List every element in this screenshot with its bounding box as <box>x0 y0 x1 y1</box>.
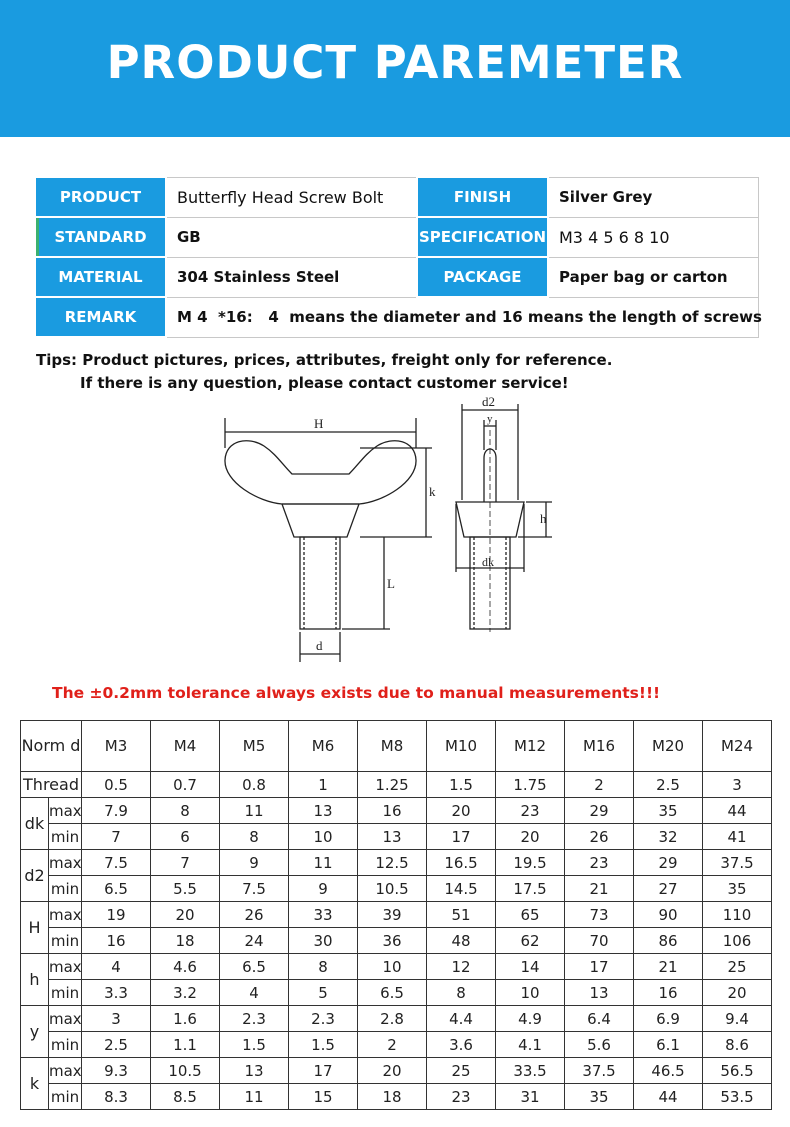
table-cell: 36 <box>358 928 427 954</box>
spec-row <box>35 297 758 337</box>
spec-label: MATERIAL <box>35 257 166 297</box>
table-cell: 106 <box>703 928 772 954</box>
table-header-row <box>21 721 772 772</box>
remark-value: M 4 *16: 4 means the diameter and 16 means the length of screws <box>166 297 758 337</box>
table-cell: 35 <box>703 876 772 902</box>
table-cell: 6.5 <box>358 980 427 1006</box>
table-cell: 4.1 <box>496 1032 565 1058</box>
size-header: M10 <box>427 721 496 772</box>
table-cell: 24 <box>220 928 289 954</box>
table-cell: 110 <box>703 902 772 928</box>
table-cell: 26 <box>565 824 634 850</box>
group-label: k <box>21 1058 49 1110</box>
table-cell: 2 <box>565 772 634 798</box>
dimension-table <box>20 720 772 1110</box>
table-cell: 10 <box>358 954 427 980</box>
size-header: M20 <box>634 721 703 772</box>
table-cell: 23 <box>496 798 565 824</box>
min-label: min <box>49 1084 82 1110</box>
spec-value: M3 4 5 6 8 10 <box>548 217 758 257</box>
table-cell: 31 <box>496 1084 565 1110</box>
spec-label: FINISH <box>417 177 548 217</box>
table-cell: 17 <box>289 1058 358 1084</box>
group-label: dk <box>21 798 49 850</box>
table-cell: 33.5 <box>496 1058 565 1084</box>
tips <box>36 349 612 395</box>
table-cell: 3.3 <box>82 980 151 1006</box>
spec-value: Silver Grey <box>548 177 758 217</box>
table-cell: 4.4 <box>427 1006 496 1032</box>
table-cell: 1.25 <box>358 772 427 798</box>
table-cell: 46.5 <box>634 1058 703 1084</box>
table-cell: 17 <box>565 954 634 980</box>
table-cell: 27 <box>634 876 703 902</box>
table-cell: 16 <box>634 980 703 1006</box>
table-cell: 1.6 <box>151 1006 220 1032</box>
table-cell: 9 <box>220 850 289 876</box>
table-cell: 16 <box>82 928 151 954</box>
table-cell: 1.5 <box>289 1032 358 1058</box>
table-cell: 6.9 <box>634 1006 703 1032</box>
max-label: max <box>49 850 82 876</box>
table-cell: 18 <box>151 928 220 954</box>
table-cell: 35 <box>634 798 703 824</box>
table-cell: 44 <box>703 798 772 824</box>
table-cell: 13 <box>220 1058 289 1084</box>
table-cell: 51 <box>427 902 496 928</box>
size-header: M24 <box>703 721 772 772</box>
table-cell: 11 <box>220 798 289 824</box>
table-cell: 6.4 <box>565 1006 634 1032</box>
table-cell: 19 <box>82 902 151 928</box>
table-cell: 8 <box>220 824 289 850</box>
table-row <box>21 1058 772 1084</box>
group-label: y <box>21 1006 49 1058</box>
table-cell: 0.8 <box>220 772 289 798</box>
table-cell: 4 <box>220 980 289 1006</box>
tips-line: Tips: Product pictures, prices, attributes, freight only for reference. <box>36 351 613 369</box>
table-cell: 6 <box>151 824 220 850</box>
table-cell: 21 <box>634 954 703 980</box>
table-cell: 48 <box>427 928 496 954</box>
table-cell: 56.5 <box>703 1058 772 1084</box>
table-cell: 3 <box>82 1006 151 1032</box>
table-cell: 29 <box>634 850 703 876</box>
thread-row <box>21 772 772 798</box>
table-cell: 16.5 <box>427 850 496 876</box>
table-cell: 8.6 <box>703 1032 772 1058</box>
table-cell: 13 <box>358 824 427 850</box>
table-cell: 13 <box>565 980 634 1006</box>
table-cell: 2.3 <box>220 1006 289 1032</box>
table-cell: 37.5 <box>565 1058 634 1084</box>
spec-label: PACKAGE <box>417 257 548 297</box>
table-cell: 11 <box>289 850 358 876</box>
table-cell: 10.5 <box>358 876 427 902</box>
tips-line: If there is any question, please contact customer service! <box>80 374 569 392</box>
thread-label: Thread <box>21 772 82 798</box>
table-cell: 86 <box>634 928 703 954</box>
spec-table <box>34 176 762 338</box>
table-cell: 2 <box>358 1032 427 1058</box>
table-cell: 6.5 <box>82 876 151 902</box>
table-cell: 15 <box>289 1084 358 1110</box>
table-cell: 29 <box>565 798 634 824</box>
size-header: M12 <box>496 721 565 772</box>
table-cell: 20 <box>151 902 220 928</box>
spec-row <box>35 257 758 297</box>
table-cell: 14 <box>496 954 565 980</box>
table-row <box>21 798 772 824</box>
dim-label-h: h <box>540 511 547 526</box>
table-cell: 37.5 <box>703 850 772 876</box>
table-cell: 35 <box>565 1084 634 1110</box>
table-cell: 7.5 <box>220 876 289 902</box>
min-label: min <box>49 824 82 850</box>
table-cell: 2.5 <box>82 1032 151 1058</box>
table-cell: 10 <box>289 824 358 850</box>
table-cell: 1.5 <box>220 1032 289 1058</box>
table-cell: 1.75 <box>496 772 565 798</box>
table-cell: 65 <box>496 902 565 928</box>
table-cell: 3 <box>703 772 772 798</box>
max-label: max <box>49 954 82 980</box>
max-label: max <box>49 1006 82 1032</box>
table-cell: 7 <box>151 850 220 876</box>
table-cell: 41 <box>703 824 772 850</box>
table-cell: 1 <box>289 772 358 798</box>
table-cell: 3.2 <box>151 980 220 1006</box>
table-cell: 62 <box>496 928 565 954</box>
table-cell: 13 <box>289 798 358 824</box>
table-cell: 26 <box>220 902 289 928</box>
table-cell: 8.3 <box>82 1084 151 1110</box>
min-label: min <box>49 980 82 1006</box>
table-row <box>21 928 772 954</box>
wing-head-outline <box>225 441 416 504</box>
table-row <box>21 980 772 1006</box>
table-cell: 0.5 <box>82 772 151 798</box>
table-cell: 8 <box>289 954 358 980</box>
group-label: h <box>21 954 49 1006</box>
table-cell: 7.5 <box>82 850 151 876</box>
table-cell: 23 <box>565 850 634 876</box>
table-cell: 2.3 <box>289 1006 358 1032</box>
table-cell: 12.5 <box>358 850 427 876</box>
table-cell: 10 <box>496 980 565 1006</box>
table-cell: 25 <box>427 1058 496 1084</box>
table-row <box>21 902 772 928</box>
table-cell: 17 <box>427 824 496 850</box>
size-header: M3 <box>82 721 151 772</box>
tolerance-note: The ±0.2mm tolerance always exists due to manual measurements!!! <box>52 684 661 702</box>
table-cell: 2.8 <box>358 1006 427 1032</box>
table-row <box>21 824 772 850</box>
size-header: M6 <box>289 721 358 772</box>
table-cell: 53.5 <box>703 1084 772 1110</box>
table-cell: 6.5 <box>220 954 289 980</box>
wing-bolt-drawing <box>200 392 760 676</box>
spec-label: REMARK <box>35 297 166 337</box>
table-cell: 39 <box>358 902 427 928</box>
spec-row <box>35 217 758 257</box>
table-row <box>21 1032 772 1058</box>
spec-label: PRODUCT <box>35 177 166 217</box>
table-cell: 14.5 <box>427 876 496 902</box>
max-label: max <box>49 902 82 928</box>
table-cell: 17.5 <box>496 876 565 902</box>
table-cell: 70 <box>565 928 634 954</box>
size-header: M5 <box>220 721 289 772</box>
dim-label-k: k <box>429 484 436 499</box>
table-cell: 8.5 <box>151 1084 220 1110</box>
max-label: max <box>49 798 82 824</box>
spec-label: SPECIFICATION <box>417 217 548 257</box>
dim-label-dk: dk <box>482 555 494 569</box>
dim-label-y: y <box>487 413 493 425</box>
table-cell: 5.6 <box>565 1032 634 1058</box>
table-cell: 9.4 <box>703 1006 772 1032</box>
table-row <box>21 954 772 980</box>
min-label: min <box>49 928 82 954</box>
spec-value: Paper bag or carton <box>548 257 758 297</box>
table-row <box>21 1084 772 1110</box>
spec-value: Butterfly Head Screw Bolt <box>166 177 417 217</box>
page-title: PRODUCT PAREMETER <box>106 36 684 89</box>
table-cell: 2.5 <box>634 772 703 798</box>
table-cell: 16 <box>358 798 427 824</box>
table-row <box>21 850 772 876</box>
table-row <box>21 876 772 902</box>
table-cell: 6.1 <box>634 1032 703 1058</box>
max-label: max <box>49 1058 82 1084</box>
table-cell: 33 <box>289 902 358 928</box>
table-row <box>21 1006 772 1032</box>
table-cell: 5.5 <box>151 876 220 902</box>
table-cell: 7.9 <box>82 798 151 824</box>
table-cell: 4.9 <box>496 1006 565 1032</box>
norm-label: Norm d <box>21 721 82 772</box>
table-cell: 11 <box>220 1084 289 1110</box>
table-cell: 4 <box>82 954 151 980</box>
table-cell: 20 <box>496 824 565 850</box>
table-cell: 7 <box>82 824 151 850</box>
table-cell: 90 <box>634 902 703 928</box>
table-cell: 20 <box>358 1058 427 1084</box>
spec-value: 304 Stainless Steel <box>166 257 417 297</box>
dim-label-d: d <box>316 638 323 653</box>
table-cell: 20 <box>703 980 772 1006</box>
table-cell: 5 <box>289 980 358 1006</box>
table-cell: 32 <box>634 824 703 850</box>
table-cell: 1.5 <box>427 772 496 798</box>
table-cell: 10.5 <box>151 1058 220 1084</box>
group-label: H <box>21 902 49 954</box>
table-cell: 9 <box>289 876 358 902</box>
size-header: M16 <box>565 721 634 772</box>
table-cell: 12 <box>427 954 496 980</box>
table-cell: 9.3 <box>82 1058 151 1084</box>
spec-label: STANDARD <box>35 217 166 257</box>
table-cell: 20 <box>427 798 496 824</box>
table-cell: 1.1 <box>151 1032 220 1058</box>
table-cell: 8 <box>151 798 220 824</box>
table-cell: 30 <box>289 928 358 954</box>
spec-value: GB <box>166 217 417 257</box>
dim-label-d2: d2 <box>482 394 495 409</box>
table-cell: 44 <box>634 1084 703 1110</box>
table-cell: 73 <box>565 902 634 928</box>
group-label: d2 <box>21 850 49 902</box>
min-label: min <box>49 1032 82 1058</box>
size-header: M4 <box>151 721 220 772</box>
table-cell: 3.6 <box>427 1032 496 1058</box>
table-cell: 21 <box>565 876 634 902</box>
table-cell: 19.5 <box>496 850 565 876</box>
table-cell: 18 <box>358 1084 427 1110</box>
table-cell: 4.6 <box>151 954 220 980</box>
table-cell: 0.7 <box>151 772 220 798</box>
dim-label-H: H <box>314 416 324 431</box>
table-cell: 23 <box>427 1084 496 1110</box>
dim-label-L: L <box>387 576 395 591</box>
header-banner <box>0 0 790 137</box>
spec-row <box>35 177 758 217</box>
table-cell: 8 <box>427 980 496 1006</box>
size-header: M8 <box>358 721 427 772</box>
table-cell: 25 <box>703 954 772 980</box>
min-label: min <box>49 876 82 902</box>
